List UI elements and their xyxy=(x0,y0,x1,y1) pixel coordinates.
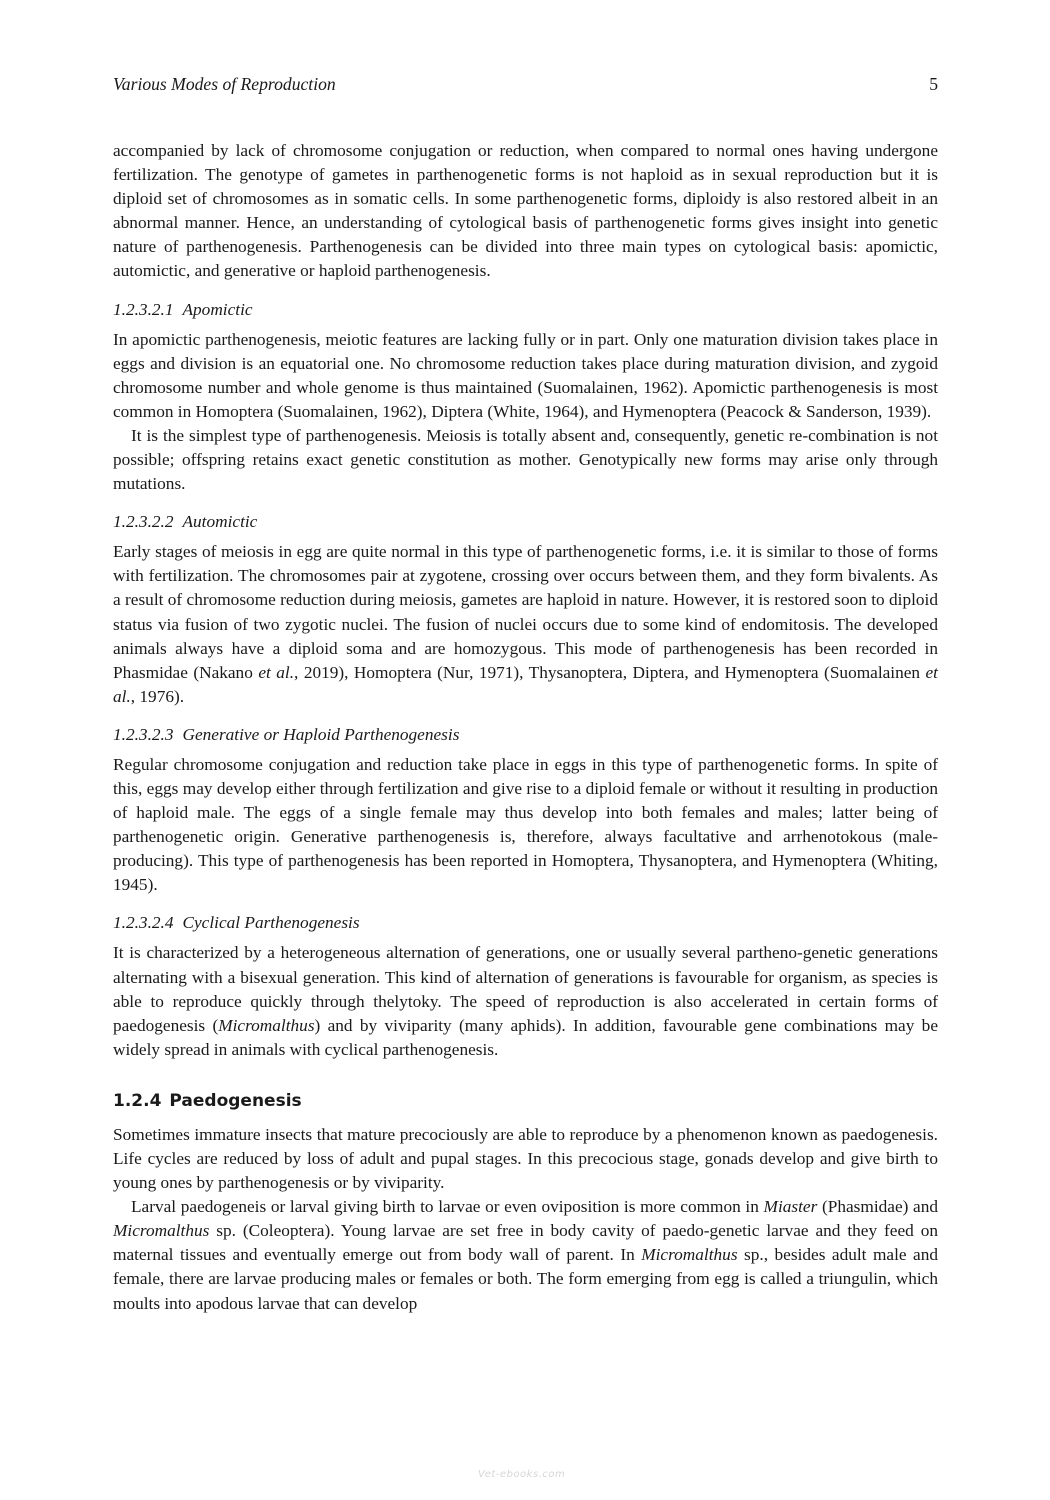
body-paragraph xyxy=(113,1195,938,1315)
section-number: 1.2.3.2.2 xyxy=(113,512,174,532)
subsection-heading-automictic xyxy=(113,511,938,533)
subsection-heading-generative xyxy=(113,724,938,746)
italic-text: et al. xyxy=(113,662,938,706)
body-paragraph xyxy=(113,540,938,709)
section-number: 1.2.3.2.1 xyxy=(113,299,174,319)
text-run: (Phasmidae) and xyxy=(817,1197,938,1217)
section-heading-paedogenesis xyxy=(113,1090,938,1112)
section-title: Apomictic xyxy=(182,299,253,319)
page-number: 5 xyxy=(929,74,938,94)
body-paragraph: It is the simplest type of parthenogenesis. Meiosis is totally absent and, consequently, genetic re-combination is not possible; offspring retains exact genetic constitution as mother. Genotypically new forms may arise only through mutations. xyxy=(113,425,938,494)
italic-text: Micromalthus xyxy=(218,1015,315,1035)
watermark: Vet-ebooks.com xyxy=(478,1469,566,1480)
body-paragraph: In apomictic parthenogenesis, meiotic features are lacking fully or in part. Only one maturation division takes place in eggs and division is an equatorial one. No chromosome reduction takes place during maturation division, and zygoid chromosome number and whole genome is thus maintained (Suomalainen, 1962). Apomictic parthenogenesis is most common in Homoptera (Suomalainen, 1962), Diptera (White, 1964), and Hymenoptera (Peacock & Sanderson, 1939). xyxy=(113,329,938,421)
body-paragraph xyxy=(113,941,938,1061)
italic-text: Micromalthus xyxy=(113,1221,210,1241)
section-title: Paedogenesis xyxy=(169,1090,302,1111)
text-run: sp. (Coleoptera). Young larvae are set free in body cavity of paedo-genetic larvae and they feed on maternal tissues and eventually emerge out from body wall of parent. In xyxy=(113,1221,938,1265)
body-paragraph: Sometimes immature insects that mature precociously are able to reproduce by a phenomenon known as paedogenesis. Life cycles are reduced by loss of adult and pupal stages. In this precocious stage, gonads develop and give birth to young ones by parthenogenesis or by viviparity. xyxy=(113,1124,938,1193)
text-run: sp., besides adult male and female, there are larvae producing males or females or both. The form emerging from egg is called a triungulin, which moults into apodous larvae that can develop xyxy=(113,1245,938,1313)
text-run: Early stages of meiosis in egg are quite normal in this type of parthenogenetic forms, i.e. it is similar to those of forms with fertilization. The chromosomes pair at zygotene, crossing over occurs between them, and they form bivalents. As a result of chromosome reduction during meiosis, gametes are haploid in nature. However, it is restored soon to diploid status via fusion of two zygotic nuclei. The fusion of nuclei occurs due to some kind of endomitosis. The developed animals always have a diploid soma and are homozygous. This mode of parthenogenesis has been recorded in Phasmidae (Nakano xyxy=(113,542,938,682)
text-run: It is characterized by a heterogeneous alternation of generations, one or usually several partheno-genetic generations alternating with a bisexual generation. This kind of alternation of generations is favourable for organism, as species is able to reproduce quickly through thelytoky. The speed of reproduction is also accelerated in certain forms of paedogenesis ( xyxy=(113,943,938,1035)
section-number: 1.2.4 xyxy=(113,1090,162,1111)
italic-text: Micromalthus xyxy=(641,1245,738,1265)
text-run: Larval paedogeneis or larval giving birth to larvae or even oviposition is more common in xyxy=(131,1197,764,1217)
italic-text: et al. xyxy=(258,662,295,682)
section-title: Generative or Haploid Parthenogenesis xyxy=(182,724,460,744)
text-run: , 2019), Homoptera (Nur, 1971), Thysanoptera, Diptera, and Hymenoptera (Suomalainen xyxy=(294,662,926,682)
running-header xyxy=(113,74,938,98)
body-paragraph: Regular chromosome conjugation and reduction take place in eggs in this type of parthenogenetic forms. In spite of this, eggs may develop either through fertilization and give rise to a diploid female or without it resulting in production of haploid male. The eggs of a single female may thus develop into both females and males; latter being of parthenogenetic origin. Generative parthenogenesis is, therefore, always facultative and arrhenotokous (male-producing). This type of parthenogenesis has been reported in Homoptera, Thysanoptera, and Hymenoptera (Whiting, 1945). xyxy=(113,754,938,895)
subsection-heading-apomictic xyxy=(113,299,938,321)
section-number: 1.2.3.2.4 xyxy=(113,913,174,933)
text-run: ) and by viviparity (many aphids). In addition, favourable gene combinations may be widely spread in animals with cyclical parthenogenesis. xyxy=(113,1015,938,1059)
running-title: Various Modes of Reproduction xyxy=(113,74,336,94)
section-title: Automictic xyxy=(182,512,258,532)
body-paragraph: accompanied by lack of chromosome conjugation or reduction, when compared to normal ones having undergone fertilization. The genotype of gametes in parthenogenetic forms is not haploid as in sexual reproduction but it is diploid set of chromosomes as in somatic cells. In some parthenogenetic forms, diploidy is also restored albeit in an abnormal manner. Hence, an understanding of cytological basis of parthenogenetic forms gives insight into genetic nature of parthenogenesis. Parthenogenesis can be divided into three main types on cytological basis: apomictic, automictic, and generative or haploid parthenogenesis. xyxy=(113,141,938,281)
section-title: Cyclical Parthenogenesis xyxy=(182,913,360,933)
subsection-heading-cyclical xyxy=(113,912,938,934)
italic-text: Miaster xyxy=(763,1197,818,1217)
section-number: 1.2.3.2.3 xyxy=(113,724,174,744)
page-body xyxy=(113,139,938,1316)
text-run: , 1976). xyxy=(130,686,185,706)
